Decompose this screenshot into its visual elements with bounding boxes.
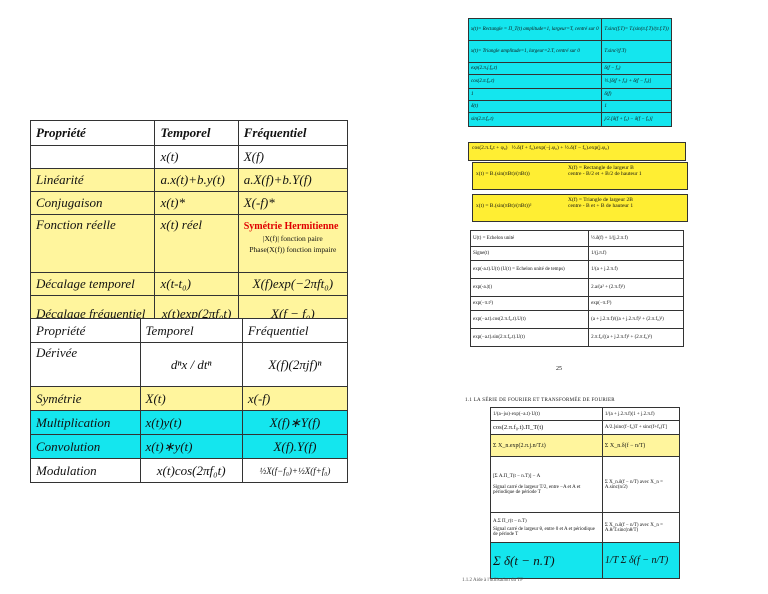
table-row [469, 75, 672, 89]
frequency-cell: X(f)∗Y(f) [242, 411, 347, 435]
time-cell: exp(−a.t).sin(2.π.f₀.t).U(t) [471, 329, 589, 347]
time-cell: Signe(t) [471, 247, 589, 261]
time-cell: exp(−a.t).cos(2.π.f₀.t).U(t) [471, 311, 589, 329]
frequency-cell [238, 215, 347, 273]
property-label: Convolution [31, 435, 141, 459]
header-property: Propriété [31, 319, 141, 343]
time-cell [491, 513, 603, 543]
table-row [31, 387, 348, 411]
table-row [31, 192, 348, 215]
freq-cell: Σ X_n.δ(f − n/T) avec X_n = A.sinc(n/2) [602, 457, 679, 513]
property-label: Symétrie [31, 387, 141, 411]
table-cell [31, 146, 155, 169]
table-row [469, 113, 672, 127]
formula: [Σ A.Π_T(t − n.T)] − A [493, 474, 541, 479]
temporal-cell: a.x(t)+b.y(t) [155, 169, 238, 192]
time-cell: δ(t) [469, 101, 602, 113]
temporal-cell: dⁿx / dtⁿ [140, 343, 242, 387]
property-label: Décalage fréquentiel [31, 296, 155, 332]
note-freq: X(f) = Rectangle de largeur B [568, 165, 634, 171]
note-time: x(t) = B.(sin(πBt)/(πBt))² [476, 203, 532, 209]
table-row [491, 435, 680, 457]
header-temporal: Temporel [155, 121, 238, 146]
freq-cell: Σ X_n.δ(f − n/T) avec X_n = A.θ/T.sinc(nθ/T) [602, 513, 679, 543]
page-number: 25 [556, 366, 562, 372]
time-cell: cos(2.π.f₀.t).Π_T(t) [491, 421, 603, 435]
temporal-cell: x(t) réel [155, 215, 238, 273]
table-row [471, 231, 684, 247]
table-row [491, 457, 680, 513]
temporal-cell: x(t)* [155, 192, 238, 215]
time-cell: exp(-a.|t|) [471, 279, 589, 297]
time-cell: exp(−π.t²) [471, 297, 589, 311]
table-row [471, 261, 684, 279]
freq-cell: T.sinc²(f.T) [602, 41, 672, 63]
table-row [31, 343, 348, 387]
properties-table-2 [30, 318, 348, 483]
freq-cell: T.sinc(f.T)= T.(sin(π.f.T)/(π.f.T)) [602, 19, 672, 41]
header-temporal: Temporel [140, 319, 242, 343]
section-title: 1.1 LA SÉRIE DE FOURIER ET TRANSFORMÉE DE FOURIER [465, 398, 615, 403]
table-row [471, 247, 684, 261]
transform-pairs-table [468, 18, 672, 127]
note-freq-detail: centre - B et + B de hauteur 1 [568, 203, 634, 209]
frequency-cell: X(-f)* [238, 192, 347, 215]
table-row [471, 297, 684, 311]
frequency-cell: X(f).Y(f) [242, 435, 347, 459]
time-cell: U(t) = Echelon unité [471, 231, 589, 247]
note-freq: X(f) = Triangle de largeur 2B [568, 197, 633, 203]
note-freq: ½.δ(f + f₀).exp(−j.φ₀) + ½.δ(f − f₀).exp(j.φ₀) [511, 145, 609, 151]
freq-cell: 1 [602, 101, 672, 113]
note-time: cos(2.π.f₀t + φ₀) [472, 145, 508, 151]
properties-table-1 [30, 120, 348, 332]
phase-odd-note: Phase(X(f)) fonction impaire [249, 245, 337, 254]
freq-cell: δ(f) [602, 89, 672, 101]
time-cell: exp(2.π.j.f₀.t) [469, 63, 602, 75]
freq-cell: (a + j.2.π.f)/((a + j.2.π.f)² + (2.π.f₀)²) [589, 311, 684, 329]
time-cell: Σ δ(t − n.T) [491, 543, 603, 579]
table-row [31, 435, 348, 459]
freq-cell: exp(−π.f²) [589, 297, 684, 311]
property-label: Conjugaison [31, 192, 155, 215]
time-cell [491, 457, 603, 513]
freq-cell: A/2.[sinc(f−f₀)T + sinc(f+f₀)T] [602, 421, 679, 435]
freq-cell: 2.π.f₀/((a + j.2.π.f)² + (2.π.f₀)²) [589, 329, 684, 347]
property-label: Dérivée [31, 343, 141, 387]
table-row [491, 513, 680, 543]
table-row [491, 408, 680, 421]
note-time: x(t) = B.(sin(πBt)/(πBt)) [476, 171, 530, 177]
temporal-cell: x(t-t₀) [155, 273, 238, 296]
property-label: Fonction réelle [31, 215, 155, 273]
modulus-even-note: |X(f)| fonction paire [263, 234, 323, 243]
freq-cell: 1/(a + j.2.π.f) [589, 261, 684, 279]
temporal-cell: x(t)cos(2πf₀t) [140, 459, 242, 483]
freq-cell: 2.a/(a² + (2.π.f)²) [589, 279, 684, 297]
table-row [469, 41, 672, 63]
table-row [471, 279, 684, 297]
time-cell: 1 [469, 89, 602, 101]
header-property: Propriété [31, 121, 155, 146]
freq-cell: 1/T Σ δ(f − n/T) [602, 543, 679, 579]
formula-note: Signal carré de largeur T/2, entre −A et A et périodique de période T [493, 485, 581, 495]
table-cell: X(f) [238, 146, 347, 169]
table-row [31, 273, 348, 296]
table-row [31, 411, 348, 435]
time-cell: cos(2.π.f₀.t) [469, 75, 602, 89]
freq-cell: δ(f − f₀) [602, 63, 672, 75]
freq-cell: ½.δ(f) + 1/(j.2.π.f) [589, 231, 684, 247]
table-row [31, 169, 348, 192]
freq-cell: j/2.[δ(f + f₀) − δ(f − f₀)] [602, 113, 672, 127]
table-row [471, 311, 684, 329]
header-frequency: Fréquentiel [238, 121, 347, 146]
sinc-rect-note [472, 162, 688, 190]
temporal-cell: X(t) [140, 387, 242, 411]
table-row [469, 89, 672, 101]
time-cell: x(t)= Triangle amplitude=1, largeur=2.T, centré sur 0 [469, 41, 602, 63]
cos-phase-note [468, 142, 686, 161]
frequency-cell: X(f)exp(−2πft₀) [238, 273, 347, 296]
property-label: Décalage temporel [31, 273, 155, 296]
property-label: Modulation [31, 459, 141, 483]
table-row [31, 459, 348, 483]
sinc2-tri-note [472, 194, 688, 222]
frequency-cell: X(f − f₀) [238, 296, 347, 332]
time-cell: sin(2.π.f₀.t) [469, 113, 602, 127]
time-cell: exp(-a.t).U(t) (U(t) = Echelon unité de temps) [471, 261, 589, 279]
header-frequency: Fréquentiel [242, 319, 347, 343]
footer-text: 1.1.2 Aide à l'utilisation du TF [462, 578, 523, 583]
frequency-cell: X(f)(2πjf)ⁿ [242, 343, 347, 387]
note-freq-detail: centre - B/2 et + B/2 de hauteur 1 [568, 171, 642, 177]
table-row [491, 421, 680, 435]
freq-cell: ½.[δ(f + f₀) + δ(f − f₀)] [602, 75, 672, 89]
time-cell: x(t)= Rectangle = Π_T(t) amplitude=1, largeur=T, centré sur 0 [469, 19, 602, 41]
frequency-cell: x(-f) [242, 387, 347, 411]
table-row [469, 19, 672, 41]
property-label: Multiplication [31, 411, 141, 435]
property-label: Linéarité [31, 169, 155, 192]
temporal-cell: x(t)y(t) [140, 411, 242, 435]
table-row [469, 63, 672, 75]
hermitian-symmetry-label: Symétrie Hermitienne [243, 221, 339, 232]
frequency-cell: a.X(f)+b.Y(f) [238, 169, 347, 192]
formula: A.Σ Π_r(t − n.T) [493, 518, 527, 524]
fourier-series-table [490, 407, 680, 579]
table-row [471, 329, 684, 347]
freq-cell: 1/(j.π.f) [589, 247, 684, 261]
frequency-cell: ½X(f−f₀)+½X(f+f₀) [242, 459, 347, 483]
formula-note: Signal carré de largeur θ, entre 0 et A et périodique de période T [493, 526, 595, 537]
time-cell: 1/(a−jω)·exp(−a.t)·U(t) [491, 408, 603, 421]
transform-pairs-table-2 [470, 230, 684, 347]
time-cell: Σ X_n.exp(2.π.j.n/T.t) [491, 435, 603, 457]
table-row [491, 543, 680, 579]
temporal-cell: x(t)exp(2πf₀t) [155, 296, 238, 332]
freq-cell: Σ X_n.δ(f − n/T) [602, 435, 679, 457]
table-row [469, 101, 672, 113]
table-cell: x(t) [155, 146, 238, 169]
temporal-cell: x(t)∗y(t) [140, 435, 242, 459]
freq-cell: 1/(a + j.2.π.f)(1 + j.2.π.f) [602, 408, 679, 421]
table-row [31, 215, 348, 273]
